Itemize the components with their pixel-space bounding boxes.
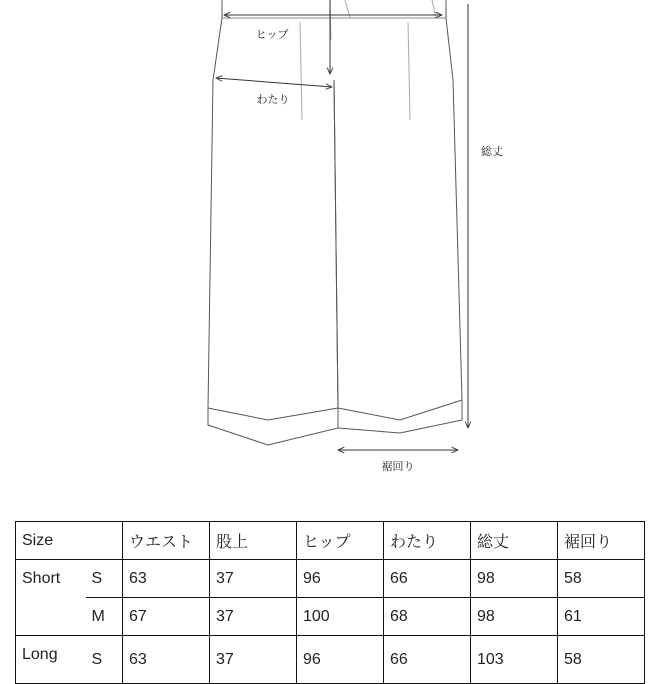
size-cell: M [86,598,123,636]
table-cell: 103 [471,636,558,684]
thigh-measure [216,78,332,106]
table-cell: 100 [297,598,384,636]
table-cell: 66 [384,636,471,684]
table-cell: 58 [558,560,645,598]
table-cell: 66 [384,560,471,598]
hip-measure [224,15,442,41]
thigh-label: わたり [256,93,290,106]
size-cell: S [86,560,123,598]
table-cell: 98 [471,598,558,636]
hem-measure [338,450,458,473]
header-length: 総丈 [471,522,558,560]
header-hem: 裾回り [558,522,645,560]
group-long: Long [16,636,86,684]
table-header-row [16,522,645,560]
hip-label: ヒップ [255,28,289,41]
length-measure [468,4,503,428]
table-cell: 37 [210,560,297,598]
table-cell: 58 [558,636,645,684]
table-cell: 96 [297,636,384,684]
header-size: Size [16,522,123,560]
table-row [16,598,645,636]
table-cell: 63 [123,560,210,598]
table-cell: 67 [123,598,210,636]
header-rise: 股上 [210,522,297,560]
table-cell: 68 [384,598,471,636]
table-cell: 37 [210,598,297,636]
header-waist: ウエスト [123,522,210,560]
table-cell: 96 [297,560,384,598]
table-cell: 61 [558,598,645,636]
table-cell: 98 [471,560,558,598]
group-short: Short [16,560,86,636]
length-label: 総丈 [481,145,503,158]
header-hip: ヒップ [297,522,384,560]
table-row [16,560,645,598]
header-thigh: わたり [384,522,471,560]
table-row [16,636,645,684]
table-cell: 63 [123,636,210,684]
table-cell: 37 [210,636,297,684]
hem-label: 裾回り [381,460,415,473]
size-table [15,521,645,684]
size-cell: S [86,636,123,684]
pants-outline [208,0,462,445]
